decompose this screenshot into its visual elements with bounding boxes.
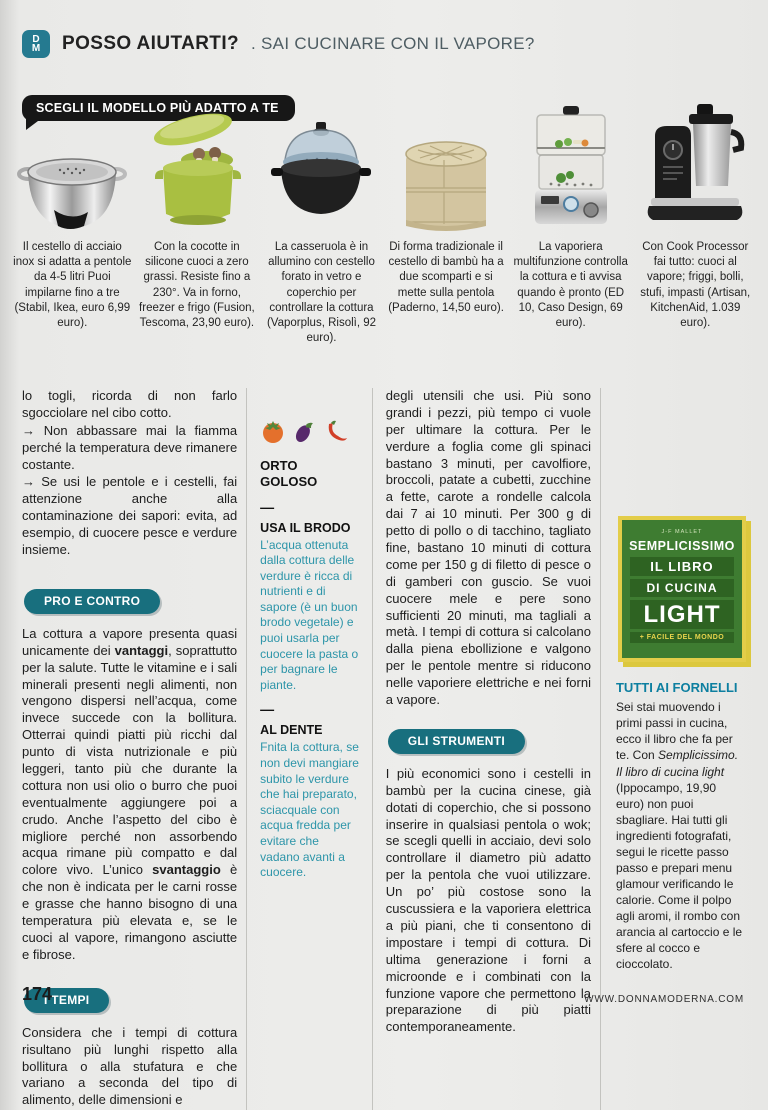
tomato-icon <box>260 418 286 444</box>
box-title-line: GOLOSO <box>260 474 318 490</box>
paragraph: lo togli, ricorda di non farlo sgocciolare nel cibo cotto. <box>22 388 238 420</box>
box-section-heading: USA IL BRODO <box>260 520 351 535</box>
divider-dash: — <box>260 498 275 515</box>
orto-goloso-box <box>247 388 373 1110</box>
product-caption: La casseruola è in allumino con cestello forato in vetro e coperchio per controllare la cottura (Vaporplus, Risolì, 92 euro). <box>266 241 377 345</box>
book-title-light: LIGHT <box>630 600 734 629</box>
product-caption: Con Cook Processor fai tutto: cuoci al vapore; friggi, bolli, stufi, impasti (Artisan, KitchenAid, 1.039 euro). <box>640 241 751 329</box>
box-section-heading: AL DENTE <box>260 723 323 738</box>
book-title-line: DI CUCINA <box>630 579 734 597</box>
column-center <box>373 388 601 1110</box>
i-tempi-pill: I TEMPI <box>24 988 109 1013</box>
box-section-body: Fnita la cottura, se non devi mangiare subito le verdure che hai preparato, sciacquale con acqua fredda per evitare che vadano avanti a cuocere. <box>260 740 359 880</box>
book-author: J-F MALLET <box>661 529 703 535</box>
product-caption: Di forma tradizionale il cestello di bambù ha a due scomparti e si mette sulla pentola (Paderno, 14,50 euro). <box>388 241 504 314</box>
box-title <box>260 458 360 491</box>
website-url: WWW.DONNAMODERNA.COM <box>584 994 744 1005</box>
text-run: La cottura a vapore presenta quasi unicamente dei <box>22 625 238 658</box>
sidebar-heading: TUTTI AI FORNELLI <box>615 680 738 696</box>
text-run: è che non è indicata per le carni rosse e grasse che hanno bisogno di una temperatura più elevata e, se le cuoci al vapore, rimangono asciutte e fibrose. <box>22 862 238 962</box>
gli-strumenti-pill: GLI STRUMENTI <box>388 729 525 754</box>
tip-bullet: → Non abbassare mai la fiamma perché la temperatura deve rimanere costante. <box>22 422 238 472</box>
divider-dash: — <box>260 701 275 718</box>
bold-vantaggi: vantaggi <box>114 642 169 658</box>
text-run: , soprattutto per la salute. Tutte le vitamine e i sali minerali presenti negli alimenti, non vengono dispersi nell’acqua, come invece succede con la bollitura. Otterrai quindi piatti più ricchi dal punto di vista nutrizionale e più leggeri, tanto più che durante la cottura non usi olio o burro che puoi eventualmente aggiungere poi a crudo. Anche l’aspetto del cibo è migliore perché non assorbendo acqua rimane più compatto e dal colore vivo. L’unico <box>22 642 238 878</box>
electric-steamer-image <box>513 108 629 234</box>
text-run: Sei stai muovendo i primi passi in cucina, ecco il libro che fa per te. Con <box>615 700 733 763</box>
book-cover <box>618 516 746 662</box>
logo-letter-d: D <box>32 34 40 45</box>
book-cover-inner <box>622 520 742 658</box>
donna-moderna-logo-icon <box>22 30 50 58</box>
logo-letter-m: M <box>31 43 41 54</box>
column-left <box>22 388 247 1110</box>
product-card <box>10 108 135 346</box>
product-card <box>508 108 633 346</box>
article-question: . SAI CUCINARE CON IL VAPORE? <box>251 34 535 53</box>
product-card <box>135 108 260 346</box>
product-card <box>633 108 758 346</box>
vegetable-icons <box>260 418 360 444</box>
paragraph: I più economici sono i cestelli in bambù per la cucina cinese, già dotati di coperchio, che si possono inserire in qualsiasi pentola o wok; se scegli quelli in acciaio, devi solo controllare il diametro più adatto per la pentola che vuoi utilizzare. Un po’ più costose sono la cuscussiera e la vaporiera elettrica a più piani, che ti consentono di impostare i tempi di cottura. Di ultima generazione i forni a microonde e i combinati con la funzione vapore che permettono la preparazione di più piatti contemporaneamente. <box>385 765 591 1035</box>
product-card <box>384 108 509 346</box>
pro-e-contro-pill: PRO E CONTRO <box>24 589 160 614</box>
product-card <box>259 108 384 346</box>
sidebar-paragraph <box>616 699 746 972</box>
bold-svantaggio: svantaggio <box>152 862 221 878</box>
steel-steamer-basket-image <box>14 108 130 234</box>
paragraph: degli utensili che usi. Più sono grandi i pezzi, più tempo ci vuole per ultimare la cottura. Per le verdure a foglia come gli spinaci bastano 3 minuti, per cavolfiore, broccoli, patate a cubetti, zucchine a fette, carote a rondelle calcola dai 7 ai 10 minuti. Per 300 g di petto di pollo o di tacchino, tagliato fine, bastano 10 minuti di cottura come per 150 g di filetto di pesce o di gamberi con guscio. Se vuoi cuocere mele e pere sono sufficienti 20 minuti, ma tagliali a metà. I tempi di cottura si calcolano dalla piena ebollizione e valgono per le pentole mentre si riducono nelle vaporiere elettriche e nei forni a vapore. <box>385 388 591 708</box>
rubric-title: POSSO AIUTARTI? <box>62 33 239 54</box>
aluminum-casserole-image <box>263 108 379 234</box>
box-section-body: L’acqua ottenuta dalla cottura delle verdure è ricca di nutrienti e di sapore (è un buon brodo vegetale) e puoi usarla per cuocere la pasta o per bagnare le piante. <box>260 537 359 692</box>
box-title-line: ORTO <box>260 458 298 473</box>
silicone-cocotte-image <box>139 108 255 234</box>
text-run: (Ippocampo, 19,90 euro) non puoi sbagliare. Hai tutti gli ingredienti fotografati, segui le ricette passo passo e prepari menu glamour verificando le calorie. Come il polpo agli aromi, il rombo con arancia al cartoccio e le sfere al cocco e cioccolato. <box>615 780 743 972</box>
chili-icon <box>322 418 348 444</box>
section-banner: SCEGLI IL MODELLO PIÙ ADATTO A TE <box>22 95 295 121</box>
page-number: 174 <box>22 984 53 1004</box>
eggplant-icon <box>292 418 316 444</box>
book-title-line: IL LIBRO <box>630 557 734 576</box>
product-caption: La vaporiera multifunzione controlla la cottura e ti avvisa quando è pronto (ED 10, Caso Design, 69 euro). <box>513 241 628 329</box>
book-tagline: + FACILE DEL MONDO <box>630 632 734 643</box>
cook-processor-image <box>637 108 753 234</box>
product-caption: Con la cocotte in silicone cuoci a zero grassi. Resiste fino a 230°. Va in forno, freezer e frigo (Fusion, Tescoma, 23,90 euro). <box>139 241 255 329</box>
product-caption: Il cestello di acciaio inox si adatta a pentole da 4-5 litri Puoi impilarne fino a tre (Stabil, Ikea, euro 6,99 euro). <box>13 241 132 329</box>
product-row <box>10 108 758 346</box>
page-header <box>22 30 535 58</box>
bamboo-steamer-image <box>388 108 504 234</box>
paragraph <box>22 626 237 964</box>
tip-bullet: → Se usi le pentole e i cestelli, fai attenzione anche alla contaminazione dei sapori: evita, ad esempio, di cuocere pesce e verdure insieme. <box>22 474 238 558</box>
italic-book-title: Semplicissimo. Il libro di cucina light <box>615 748 739 779</box>
book-title-semplicissimo: SEMPLICISSIMO <box>629 539 735 553</box>
paragraph: Considera che i tempi di cottura risultano più lunghi rispetto alla bollitura o alla stufatura e che variano a seconda del tipo di alimento, delle dimensioni e <box>22 1024 238 1108</box>
